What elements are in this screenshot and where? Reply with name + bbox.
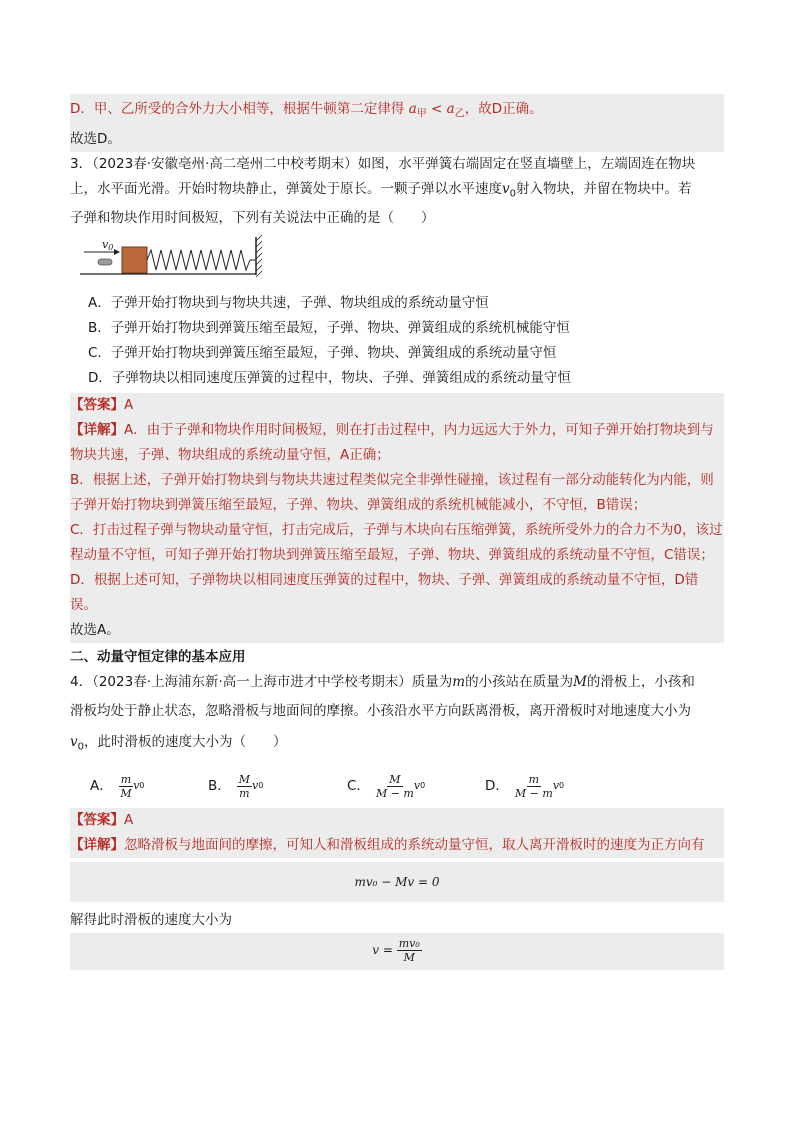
- option-fraction: [119, 773, 133, 800]
- option-fraction: [237, 773, 252, 800]
- answer-tag: 【答案】: [70, 397, 124, 414]
- wall-hatching: [256, 235, 262, 277]
- q3-conclusion: 故选A。: [70, 622, 120, 639]
- figure-v0-label: v0: [102, 238, 114, 253]
- explain-tag: 【详解】: [70, 422, 124, 439]
- formula-lhs: v =: [372, 943, 397, 958]
- formula-denominator: M: [403, 951, 415, 965]
- q3-stem-line2-text: 上，水平面光滑。开始时物块静止，弹簧处于原长。一颗子弹以水平速度: [70, 180, 502, 197]
- option-label: C．: [347, 778, 370, 795]
- v-symbol: v: [252, 779, 259, 793]
- m-symbol: m: [452, 674, 466, 691]
- prev-option-d-tail: ，故D正确。: [464, 101, 543, 117]
- q3-figure: [78, 235, 724, 285]
- v0-symbol: v: [70, 734, 78, 751]
- q4-stem-line3: [70, 730, 724, 760]
- option-label: D．: [485, 778, 509, 795]
- q4-stem-line3-text: ，此时滑板的速度大小为（ ）: [84, 734, 287, 751]
- fraction-denominator: m: [239, 786, 250, 800]
- q4-formula-result: [70, 933, 724, 970]
- block: [122, 247, 147, 273]
- q4-stem-line1: [70, 670, 724, 695]
- q4-option-c: [347, 766, 485, 806]
- section-heading: 二、动量守恒定律的基本应用: [70, 649, 246, 666]
- q3-explain-a: [70, 418, 724, 468]
- q4-option-b: [208, 766, 347, 806]
- v-subscript: 0: [258, 781, 264, 791]
- v-subscript: 0: [559, 781, 565, 791]
- prev-answer-block: [70, 94, 724, 152]
- q3-option-d: D．子弹物块以相同速度压弹簧的过程中，物块、子弹、弹簧组成的系统动量守恒: [88, 370, 571, 387]
- fraction-denominator: M − m: [514, 786, 553, 800]
- fraction-denominator: M − m: [375, 786, 414, 800]
- option-fraction: [515, 773, 553, 800]
- q3-option-a: A．子弹开始打物块到与物块共速，子弹、物块组成的系统动量守恒: [88, 295, 489, 312]
- v-symbol: v: [552, 779, 560, 793]
- less-than: <: [426, 101, 447, 117]
- q4-stem-a: 4．（2023春·上海浦东新·高一上海市进才中学校考期末）质量为: [70, 674, 453, 691]
- q3-explain-b: B．根据上述，子弹开始打物块到与物块共速过程类似完全非弹性碰撞，该过程有一部分动能转化为内能，则子弹开始打物块到弹簧压缩至最短，子弹、物块、弹簧组成的系统机械能减小，不守恒，B错误；: [70, 472, 714, 514]
- M-symbol: M: [573, 674, 587, 691]
- q4-explain: [70, 833, 724, 858]
- option-label: B．: [208, 778, 231, 795]
- q4-stem-line2: 滑板均处于静止状态，忽略滑板与地面间的摩擦。小孩沿水平方向跃离滑板，离开滑板时对地速度大小为: [70, 703, 691, 720]
- fraction-numerator: M: [389, 772, 401, 786]
- a-symbol: a: [446, 101, 455, 117]
- q3-solution-block: [70, 393, 724, 643]
- explain-tag: 【详解】: [70, 837, 124, 854]
- q3-option-b: B．子弹开始打物块到弹簧压缩至最短，子弹、物块、弹簧组成的系统机械能守恒: [88, 320, 570, 337]
- explain-a-text: A．由于子弹和物块作用时间极短，则在打击过程中，内力远远大于外力，可知子弹开始打物块到与物块共速，子弹、物块组成的系统动量守恒，A正确；: [70, 422, 714, 464]
- a-symbol: a: [408, 101, 417, 117]
- fraction-numerator: m: [528, 772, 540, 786]
- bullet-block-spring-diagram: [78, 235, 318, 285]
- answer-value: A: [124, 397, 134, 414]
- q4-option-d: [485, 766, 564, 806]
- sub-yi: 乙: [454, 108, 465, 120]
- sub-jia: 甲: [416, 108, 427, 120]
- formula-fraction: [397, 937, 422, 964]
- v-subscript: 0: [420, 781, 426, 791]
- q4-solution-block: [70, 808, 724, 858]
- fraction-denominator: M: [120, 786, 132, 800]
- q4-solve-text: 解得此时滑板的速度大小为: [70, 912, 232, 929]
- option-fraction: [376, 773, 414, 800]
- explain-text: 忽略滑板与地面间的摩擦，可知人和滑板组成的系统动量守恒，取人离开滑板时的速度为正方向有: [124, 837, 705, 854]
- v-subscript: 0: [139, 781, 145, 791]
- q4-option-a: [90, 766, 208, 806]
- q3-stem-line1: 3．（2023春·安徽亳州·高二亳州二中校考期末）如图，水平弹簧右端固定在竖直墙壁上，左端固连在物块: [70, 155, 696, 172]
- v-symbol: v: [133, 779, 140, 793]
- q3-stem-line2: [70, 177, 724, 207]
- q4-stem-c: 的滑板上，小孩和: [586, 674, 695, 691]
- document-page: [70, 94, 724, 970]
- q3-stem-line2-tail: 射入物块，并留在物块中。若: [516, 180, 692, 197]
- answer-tag: 【答案】: [70, 812, 124, 829]
- q3-explain-c: C．打击过程子弹与物块动量守恒，打击完成后，子弹与木块向右压缩弹簧，系统所受外力的合力不为0，该过程动量不守恒，可知子弹开始打物块到弹簧压缩至最短，子弹、物块、弹簧组成的系统动量不守恒，C错误；: [70, 522, 723, 564]
- q4-options: [70, 766, 724, 806]
- v0-symbol: v: [502, 180, 510, 197]
- q3-stem-line3: 子弹和物块作用时间极短，下列有关说法中正确的是（ ）: [70, 210, 435, 227]
- formula-numerator: mv₀: [398, 937, 420, 951]
- bullet: [98, 259, 112, 265]
- prev-conclusion: 故选D。: [70, 130, 121, 147]
- q4-stem-b: 的小孩站在质量为: [465, 674, 574, 691]
- prev-option-d: [70, 97, 724, 127]
- v0-subscript: 0: [509, 188, 517, 200]
- spring: [147, 250, 250, 270]
- v0-subscript: 0: [77, 742, 85, 754]
- prev-option-d-text: D．甲、乙所受的合外力大小相等，根据牛顿第二定律得: [70, 101, 405, 117]
- q3-answer: [70, 393, 724, 418]
- formula-momentum-text: mv₀ − Mv = 0: [354, 875, 440, 890]
- v-symbol: v: [413, 779, 421, 793]
- velocity-arrowhead: [114, 249, 120, 255]
- option-label: A．: [90, 778, 113, 795]
- fraction-numerator: m: [120, 772, 132, 786]
- q4-formula-momentum: [70, 862, 724, 902]
- answer-value: A: [124, 812, 134, 829]
- q3-option-c: C．子弹开始打物块到弹簧压缩至最短，子弹、物块、弹簧组成的系统动量守恒: [88, 345, 557, 362]
- q3-explain-d: D．根据上述可知，子弹物块以相同速度压弹簧的过程中，物块、子弹、弹簧组成的系统动量不守恒，D错误。: [70, 572, 699, 614]
- fraction-numerator: M: [238, 772, 251, 786]
- q4-answer: [70, 808, 724, 833]
